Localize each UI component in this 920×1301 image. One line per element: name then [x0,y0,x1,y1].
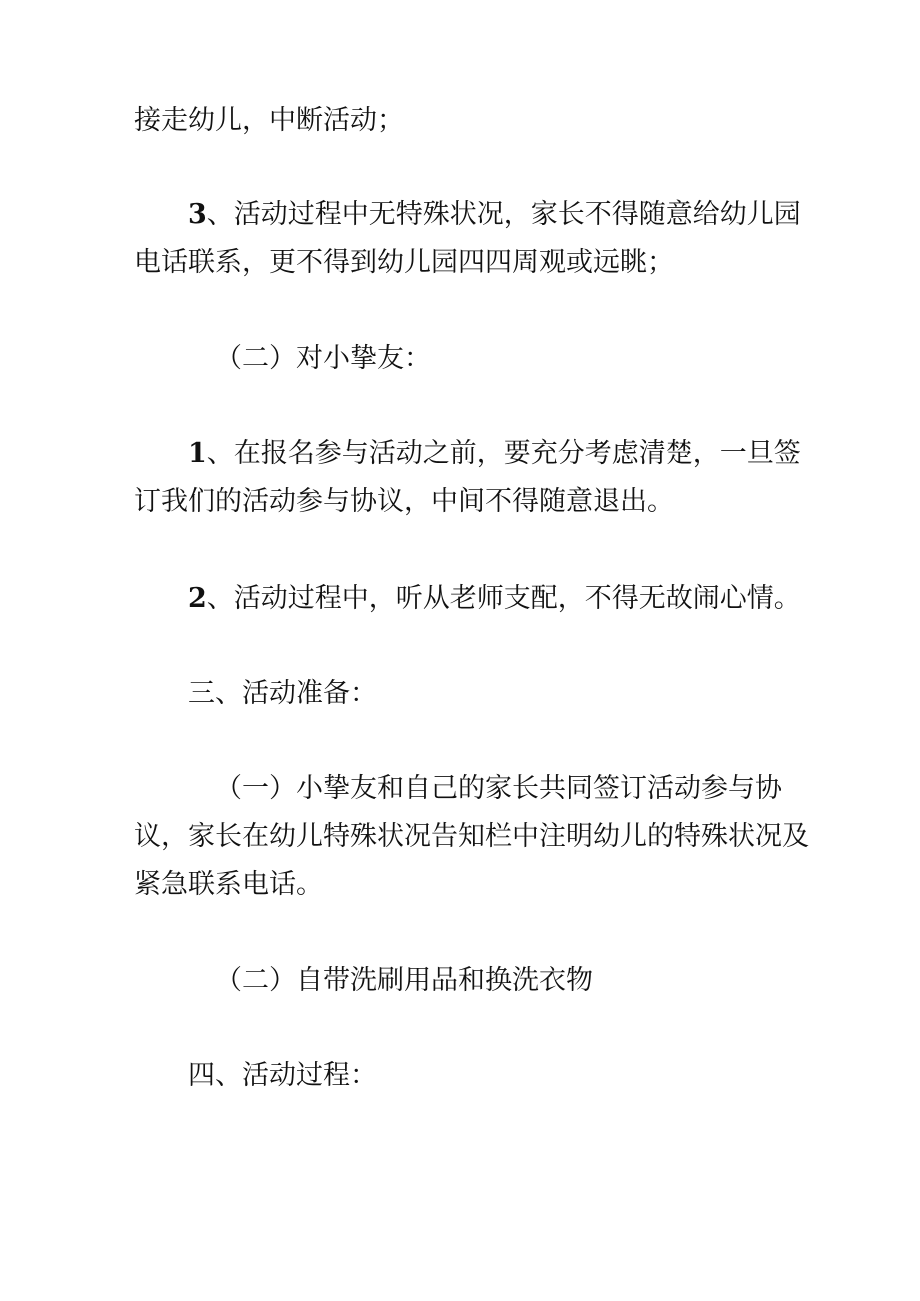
paragraph-2 [134,191,814,287]
paragraph-1 [134,97,814,145]
paragraph-3-text: （二）对小挚友： [215,343,431,374]
paragraph-5 [134,575,814,623]
paragraph-7 [134,765,814,909]
paragraph-7-text: （一）小挚友和自己的家长共同签订活动参与协议，家长在幼儿特殊状况告知栏中注明幼儿的特殊状况及紧急联系电话。 [134,773,809,900]
paragraph-6 [134,670,814,718]
paragraph-2-number: 3 [188,199,207,230]
paragraph-9 [134,1052,814,1100]
paragraph-9-text: 四、活动过程： [188,1060,377,1091]
paragraph-4 [134,430,814,526]
paragraph-5-text: 、活动过程中，听从老师支配，不得无故闹心情。 [206,583,801,614]
paragraph-5-number: 2 [188,583,207,614]
paragraph-3 [134,335,814,383]
paragraph-6-text: 三、活动准备： [188,678,377,709]
paragraph-4-text: 、在报名参与活动之前，要充分考虑清楚，一旦签订我们的活动参与协议，中间不得随意退出。 [134,438,801,517]
paragraph-8-text: （二）自带洗刷用品和换洗衣物 [215,965,593,996]
paragraph-8 [134,957,814,1005]
paragraph-2-text: 、活动过程中无特殊状况，家长不得随意给幼儿园电话联系，更不得到幼儿园四四周观或远眺； [134,199,801,278]
paragraph-1-text: 接走幼儿，中断活动； [134,105,404,136]
paragraph-4-number: 1 [188,438,207,469]
